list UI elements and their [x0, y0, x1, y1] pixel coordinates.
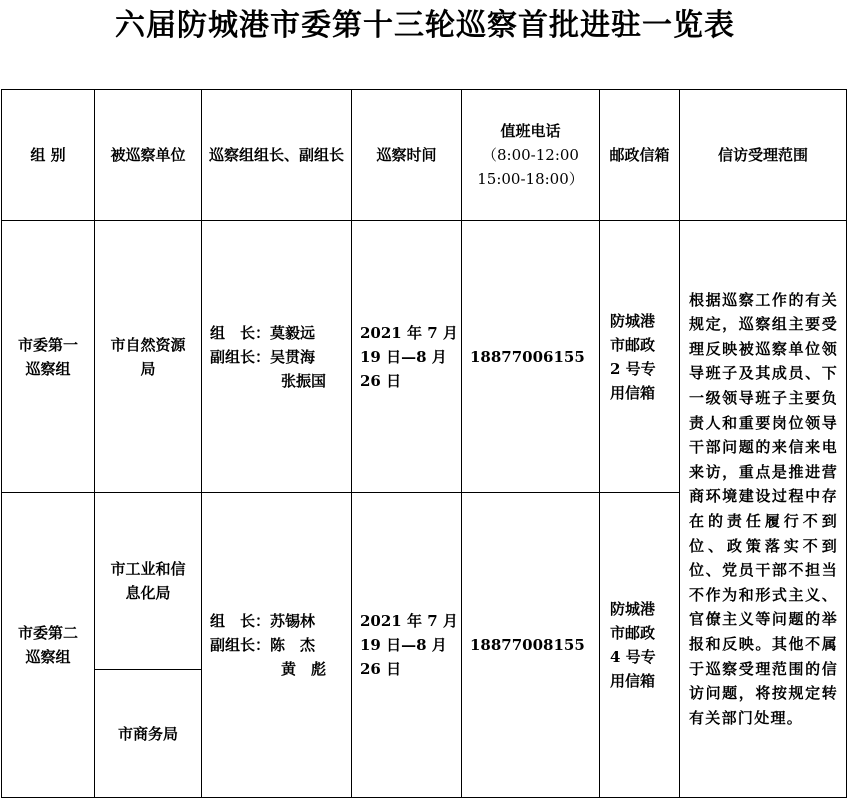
time-line: 26 日 — [360, 371, 402, 390]
group-cell — [2, 221, 95, 493]
unit-name-line: 市工业和信 — [110, 560, 186, 578]
time-cell — [352, 493, 462, 798]
time-line: 26 日 — [360, 660, 402, 678]
header-group: 组 别 — [2, 90, 95, 221]
inspection-table — [1, 89, 847, 798]
unit-name-line: 市商务局 — [117, 724, 178, 743]
unit-name-line: 市自然资源 — [110, 335, 186, 354]
leaders-cell — [202, 493, 352, 798]
leader-line: 黄 彪 — [281, 660, 327, 678]
group-name-line: 巡察组 — [25, 359, 71, 378]
leader-line: 张振国 — [281, 371, 327, 390]
document-title: 六届防城港市委第十三轮巡察首批进驻一览表 — [115, 8, 735, 43]
header-mailbox: 邮政信箱 — [600, 90, 680, 221]
mailbox-cell — [600, 493, 680, 798]
mailbox-line: 防城港 — [610, 600, 656, 618]
header-scope: 信访受理范围 — [680, 90, 847, 221]
leader-line: 组 长：莫毅远 — [210, 323, 316, 342]
unit-cell — [95, 221, 202, 493]
phone-cell: 18877008155 — [462, 493, 600, 798]
phone-cell: 18877006155 — [462, 221, 600, 493]
header-phone — [462, 90, 600, 221]
time-line: 19 日—8 月 — [360, 636, 447, 654]
header-row — [2, 90, 847, 221]
leaders-cell — [202, 221, 352, 493]
unit-cell — [95, 670, 202, 798]
unit-cell — [95, 493, 202, 670]
leader-line: 组 长：苏锡林 — [210, 612, 316, 630]
time-line: 19 日—8 月 — [360, 347, 447, 366]
mailbox-line: 用信箱 — [610, 672, 656, 690]
mailbox-line: 市邮政 — [610, 624, 656, 642]
table-row — [2, 221, 847, 493]
header-phone-hours-1: （8:00-12:00 — [482, 146, 579, 164]
mailbox-line: 市邮政 — [610, 335, 656, 354]
leader-line: 副组长：陈 杰 — [210, 636, 316, 654]
group-cell — [2, 493, 95, 798]
mailbox-line: 4 号专 — [610, 648, 656, 666]
header-phone-label: 值班电话 — [500, 122, 561, 140]
mailbox-line: 防城港 — [610, 311, 656, 330]
unit-name-line: 局 — [140, 359, 156, 378]
header-leaders: 巡察组组长、副组长 — [202, 90, 352, 221]
time-line: 2021 年 7 月 — [360, 612, 458, 630]
group-name-line: 市委第一 — [17, 335, 78, 354]
mailbox-line: 用信箱 — [610, 383, 656, 402]
time-cell — [352, 221, 462, 493]
scope-cell: 根据巡察工作的有关规定，巡察组主要受理反映被巡察单位领导班子及其成员、下一级领导班子主要负责人和重要岗位领导干部问题的来信来电来访，重点是推进营商环境建设过程中存在的责任履行不到位、政策落实不到位、党员干部不担当不作为和形式主义、官僚主义等问题的举报和反映。其他不属于巡察受理范围的信访问题，将按规定转有关部门处理。 — [680, 221, 847, 798]
header-unit: 被巡察单位 — [95, 90, 202, 221]
unit-name-line: 息化局 — [125, 584, 171, 602]
leader-line: 副组长：吴贯海 — [210, 347, 316, 366]
group-name-line: 市委第二 — [17, 624, 78, 642]
header-phone-hours-2: 15:00-18:00） — [477, 170, 584, 188]
mailbox-cell — [600, 221, 680, 493]
header-time: 巡察时间 — [352, 90, 462, 221]
time-line: 2021 年 7 月 — [360, 323, 458, 342]
mailbox-line: 2 号专 — [610, 359, 656, 378]
group-name-line: 巡察组 — [25, 648, 71, 666]
